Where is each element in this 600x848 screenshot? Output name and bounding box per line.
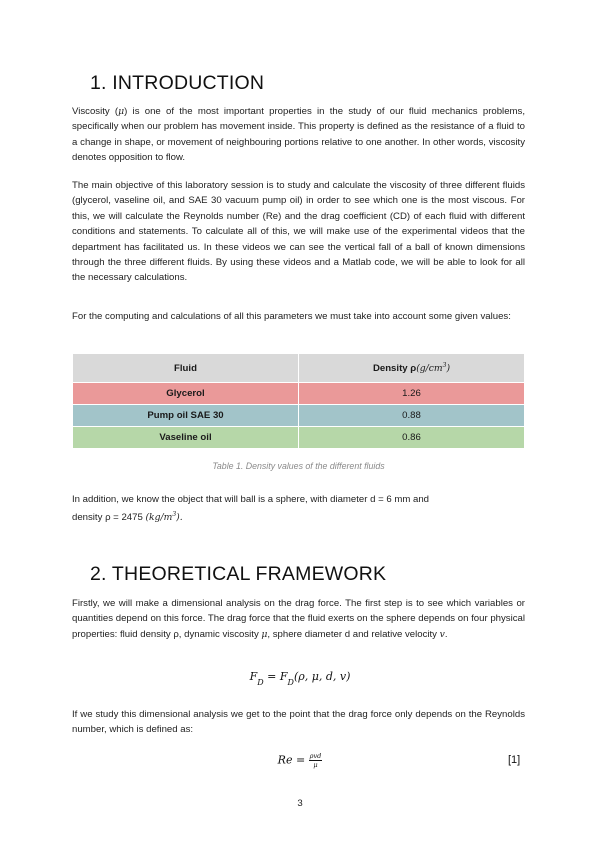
equation-number: [1] [508,754,521,766]
density-value-cell: 0.88 [299,405,525,427]
velocity-symbol: v [439,628,445,640]
drag-force-equation: $F_D = F_D(\rho$, μ, d, v) [249,670,351,687]
page-number: 3 [297,798,303,809]
intro-paragraph-given-values: For the computing and calculations of all this parameters we must take into account some given values: [72,311,511,322]
section-heading-introduction: 1. INTRODUCTION [90,72,265,94]
fluid-name-cell: Vaseline oil [73,427,299,449]
intro-paragraph-objective: The main objective of this laboratory session is to study and calculate the viscosity of three different fluids (glycerol, vaseline oil, and SAE 30 vacuum pump oil) in order to see which one is the most viscous. For this, we will calculate the Reynolds number (Re) and the drag coefficient (CD) of each fluid with different conditions and statements. To calculate all of this, we will make use of the experimental videos that the department has facilitated us. In these videos we can see the vertical fall of a ball of known dimensions through the three different fluids. By using these videos and a Matlab code, we will be able to look for all the necessary calculations. [72,180,525,284]
section-heading-theoretical-framework: 2. THEORETICAL FRAMEWORK [90,563,387,585]
framework-paragraph-reynolds: If we study this dimensional analysis we get to the point that the drag force only depends on the Reynolds number, which is defined as: [72,709,525,736]
table-header-fluid: Fluid [73,354,299,383]
table-row [73,427,525,449]
table-row [73,405,525,427]
reynolds-equation: Re = $\frac{\text{ρvd}}{\mu}$ [1] [277,752,521,769]
fluid-name-cell: Glycerol [73,383,299,405]
framework-paragraph-drag: Firstly, we will make a dimensional analysis on the drag force. The first step is to see which variables or quantities depend on this force. The drag force that the fluid exerts on the sphere depends on four physical properties: fluid density ρ, dynamic viscosity μ, sphere diameter d and relative velocity v. [72,598,525,640]
table-row [73,383,525,405]
reynolds-fraction: $\frac{\text{ρvd}}{\mu}$ [309,752,322,769]
density-value-cell: 1.26 [299,383,525,405]
table-header-density: Density $\rho(g/cm^3)$ [299,354,525,383]
fluid-name-cell: Pump oil SAE 30 [73,405,299,427]
density-value-cell: 0.86 [299,427,525,449]
sphere-paragraph: In addition, we know the object that will ball is a sphere, with diameter d = 6 mm and density ρ = 2475 $(kg/m^3)$. [72,494,430,524]
mu-symbol: μ [261,628,268,640]
table-header-row [73,354,525,383]
table-caption: Table 1. Density values of the different fluids [212,461,385,471]
intro-paragraph-viscosity: Viscosity (μ) is one of the most important properties in the study of our fluid mechanics problems, specifically when our problem has movement inside. This property is defined as the resistance of a fluid to a change in shape, or movement of neighbouring portions relative to one another. In other words, viscosity denotes opposition to flow. [72,106,525,164]
density-table [72,353,525,449]
mu-symbol: μ [118,106,125,117]
